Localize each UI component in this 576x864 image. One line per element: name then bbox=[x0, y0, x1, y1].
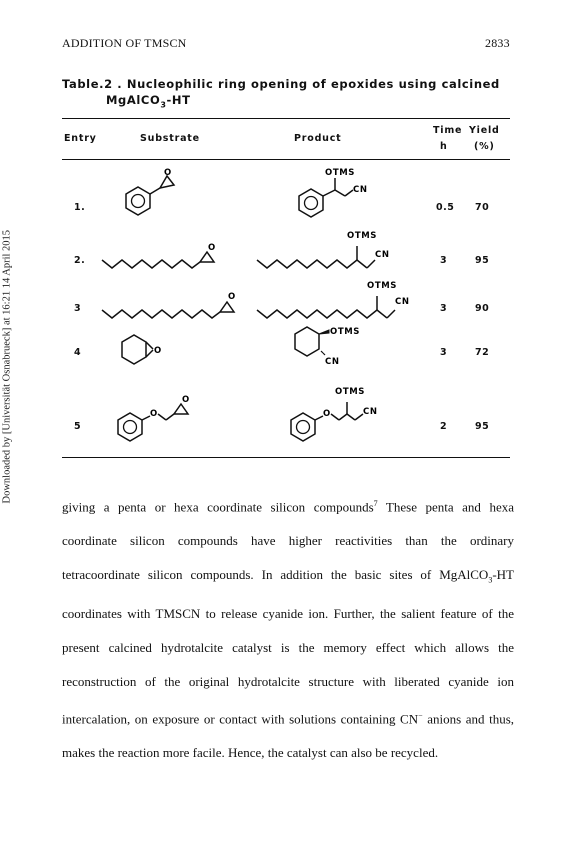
table-title bbox=[62, 76, 500, 113]
table-bottom-rule bbox=[62, 457, 510, 458]
body-text-b: These penta and hexa coordinate silicon compounds have higher reactivities than the ordinary tetracoordinate silicon compounds. In addition the basic sites of MgAlCO bbox=[62, 499, 514, 582]
yield-1: 70 bbox=[475, 202, 490, 213]
col-product: Product bbox=[294, 133, 342, 144]
ether-o-label: O bbox=[323, 409, 331, 419]
otms-label: OTMS bbox=[335, 387, 366, 397]
epoxide-o-label: O bbox=[154, 346, 162, 356]
yield-4: 72 bbox=[475, 347, 490, 358]
otms-label: OTMS bbox=[325, 168, 356, 178]
yield-3: 90 bbox=[475, 303, 490, 314]
product-4-structure bbox=[285, 320, 395, 368]
yield-2: 95 bbox=[475, 255, 490, 266]
cn-charge: − bbox=[418, 710, 423, 720]
entry-2: 2. bbox=[74, 255, 86, 266]
title-catalyst: MgAlCO bbox=[106, 93, 161, 107]
body-text-c: -HT coordinates with TMSCN to release cyanide ion. Further, the salient feature of the present calcined hydrotalcite catalyst is the memory effect which allows the reconstruction of the original hydrotalcite structure with liberated cyanide ion intercalation, on exposure or contact with solutions containing CN bbox=[62, 566, 514, 727]
time-1: 0.5 bbox=[436, 202, 455, 213]
page-number: 2833 bbox=[485, 36, 510, 50]
col-time: Time bbox=[433, 125, 463, 136]
product-2-structure bbox=[255, 224, 415, 276]
time-4: 3 bbox=[440, 347, 448, 358]
time-3: 3 bbox=[440, 303, 448, 314]
ether-o-label: O bbox=[150, 409, 158, 419]
substrate-4-structure bbox=[112, 330, 182, 374]
substrate-1-structure bbox=[112, 168, 202, 222]
epoxide-o-label: O bbox=[208, 243, 216, 253]
col-yield-unit: (%) bbox=[474, 141, 495, 152]
entry-3: 3 bbox=[74, 303, 82, 314]
product-1-structure bbox=[285, 166, 395, 226]
col-entry: Entry bbox=[64, 133, 97, 144]
body-text-a: giving a penta or hexa coordinate silicon compounds bbox=[62, 499, 374, 515]
col-time-unit: h bbox=[440, 141, 448, 152]
yield-5: 95 bbox=[475, 421, 490, 432]
body-sub-3: 3 bbox=[488, 575, 493, 585]
reference-7: 7 bbox=[373, 499, 378, 508]
otms-label: OTMS bbox=[330, 327, 361, 337]
cn-label: CN bbox=[353, 185, 368, 195]
entry-5: 5 bbox=[74, 421, 82, 432]
body-paragraph bbox=[62, 487, 514, 770]
time-5: 2 bbox=[440, 421, 448, 432]
cn-label: CN bbox=[395, 297, 410, 307]
cn-label: CN bbox=[363, 407, 378, 417]
otms-label: OTMS bbox=[347, 231, 378, 241]
entry-1: 1. bbox=[74, 202, 86, 213]
substrate-2-structure bbox=[100, 240, 240, 274]
epoxide-o-label: O bbox=[164, 168, 172, 178]
table-title-line2 bbox=[62, 92, 500, 113]
cn-label: CN bbox=[375, 250, 390, 260]
body-text-d: anions and thus, makes the reaction more facile. Hence, the catalyst can also be recycled. bbox=[62, 711, 514, 760]
col-yield: Yield bbox=[469, 125, 500, 136]
epoxide-o-label: O bbox=[182, 395, 190, 405]
cn-label: CN bbox=[325, 357, 340, 367]
running-title: ADDITION OF TMSCN bbox=[62, 36, 187, 50]
substrate-5-structure bbox=[112, 396, 222, 444]
table-header-rule bbox=[62, 159, 510, 160]
otms-label: OTMS bbox=[367, 281, 398, 291]
title-catalyst-suffix: -HT bbox=[166, 93, 191, 107]
entry-4: 4 bbox=[74, 347, 82, 358]
substrate-3-structure bbox=[100, 288, 250, 324]
product-3-structure bbox=[255, 274, 425, 324]
title-catalyst-sub: 3 bbox=[160, 100, 167, 110]
product-5-structure bbox=[285, 382, 405, 444]
table-top-rule bbox=[62, 118, 510, 119]
col-substrate: Substrate bbox=[140, 133, 200, 144]
time-2: 3 bbox=[440, 255, 448, 266]
epoxide-o-label: O bbox=[228, 292, 236, 302]
download-note: Downloaded by [Universität Osnabrueck] at 16:21 14 April 2015 bbox=[1, 229, 13, 504]
table-title-line1: Table.2 . Nucleophilic ring opening of epoxides using calcined bbox=[62, 77, 500, 91]
